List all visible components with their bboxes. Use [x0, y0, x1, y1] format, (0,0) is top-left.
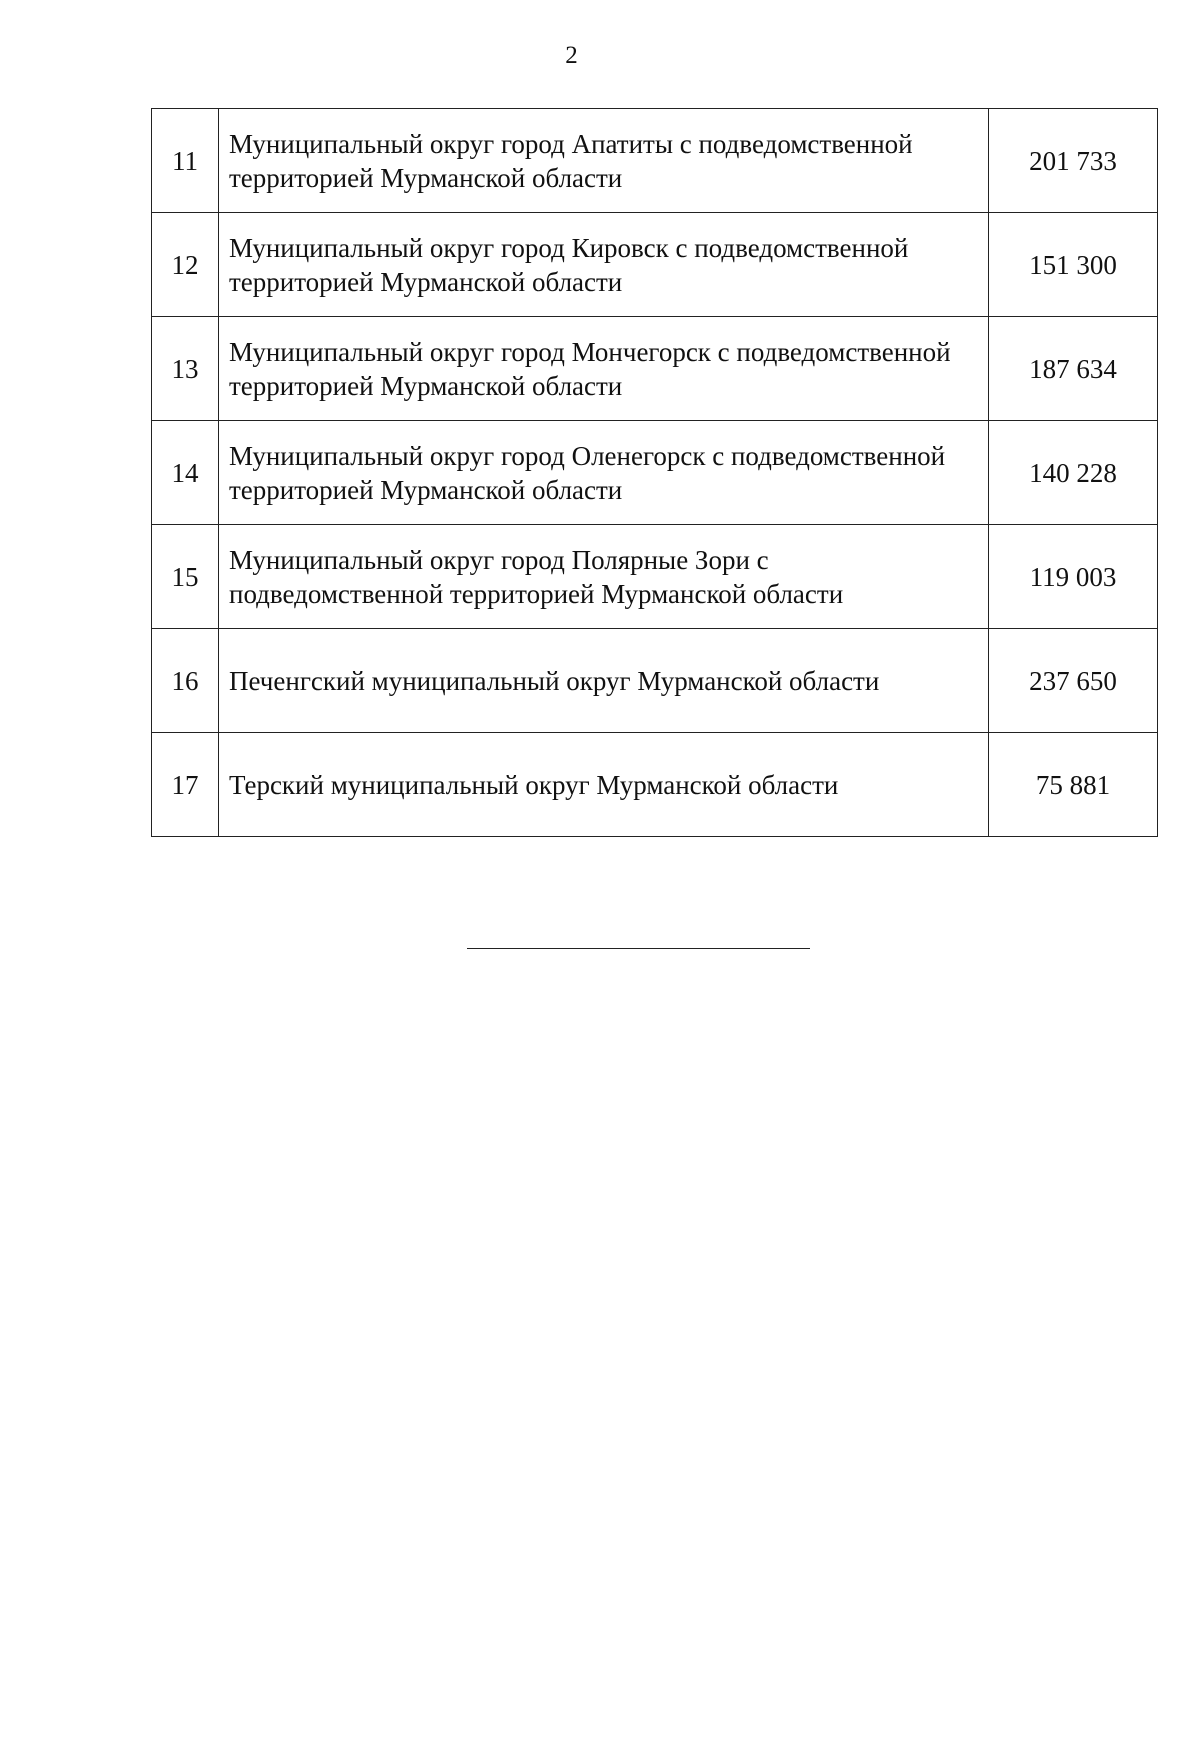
table-row — [152, 525, 1158, 629]
row-number: 12 — [152, 213, 219, 317]
table-row — [152, 629, 1158, 733]
amount-value: 140 228 — [989, 421, 1158, 525]
row-number: 11 — [152, 109, 219, 213]
closing-divider — [467, 948, 810, 949]
page-number: 2 — [565, 42, 578, 69]
amount-value: 201 733 — [989, 109, 1158, 213]
amount-value: 75 881 — [989, 733, 1158, 837]
row-number: 14 — [152, 421, 219, 525]
row-number: 16 — [152, 629, 219, 733]
table-row — [152, 421, 1158, 525]
municipality-name: Муниципальный округ город Оленегорск с подведомственной территорией Мурманской области — [219, 421, 989, 525]
row-number: 13 — [152, 317, 219, 421]
amount-value: 237 650 — [989, 629, 1158, 733]
municipality-name: Терский муниципальный округ Мурманской области — [219, 733, 989, 837]
municipality-name: Муниципальный округ город Полярные Зори с подведомственной территорией Мурманской области — [219, 525, 989, 629]
table-row — [152, 213, 1158, 317]
amount-value: 187 634 — [989, 317, 1158, 421]
row-number: 15 — [152, 525, 219, 629]
municipality-name: Печенгский муниципальный округ Мурманской области — [219, 629, 989, 733]
amount-value: 119 003 — [989, 525, 1158, 629]
municipality-name: Муниципальный округ город Кировск с подведомственной территорией Мурманской области — [219, 213, 989, 317]
table-row — [152, 317, 1158, 421]
municipality-name: Муниципальный округ город Мончегорск с подведомственной территорией Мурманской области — [219, 317, 989, 421]
table-row — [152, 733, 1158, 837]
table-row — [152, 109, 1158, 213]
municipality-name: Муниципальный округ город Апатиты с подведомственной территорией Мурманской области — [219, 109, 989, 213]
amount-value: 151 300 — [989, 213, 1158, 317]
allocation-table — [151, 108, 1158, 837]
row-number: 17 — [152, 733, 219, 837]
